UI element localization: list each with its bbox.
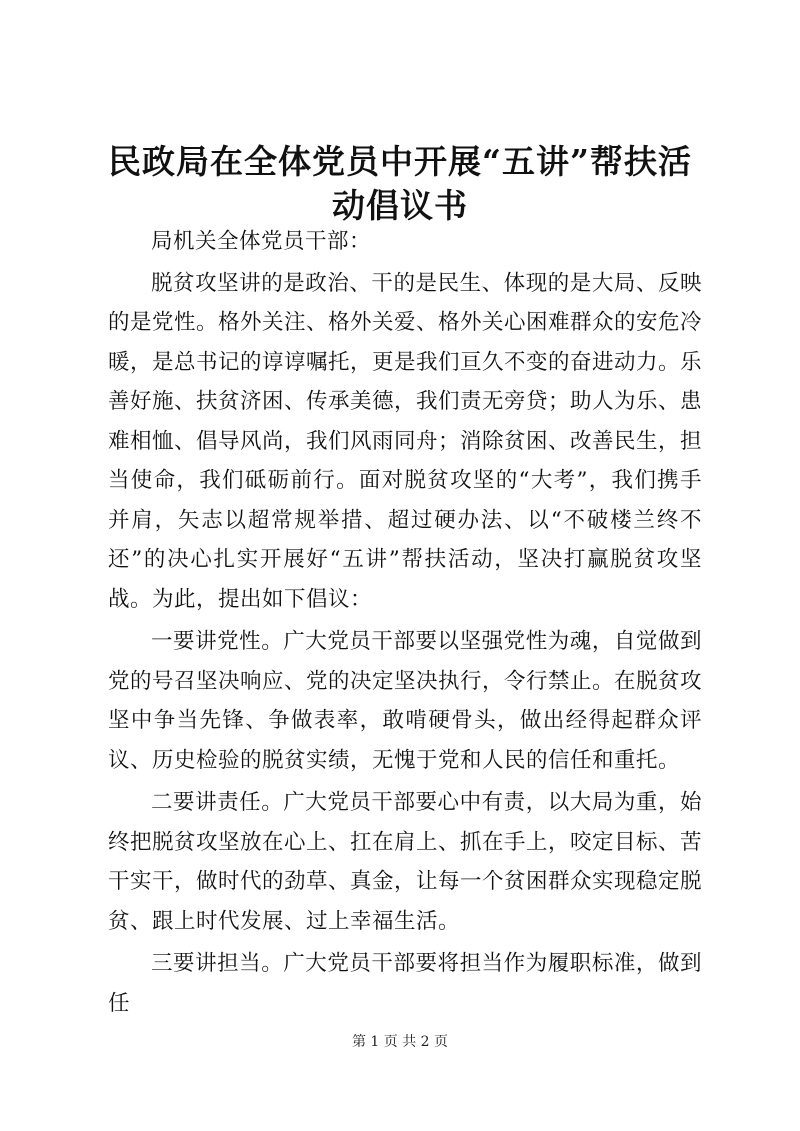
paragraph-point-3: 三要讲担当。广大党员干部要将担当作为履职标准，做到任: [108, 951, 702, 1016]
paragraph-intro: 脱贫攻坚讲的是政治、干的是民生、体现的是大局、反映的是党性。格外关注、格外关爱、格外关心困难群众的安危冷暖，是总书记的谆谆嘱托，更是我们亘久不变的奋进动力。乐善好施、扶贫济困、传承美德，我们责无旁贷；助人为乐、患难相恤、倡导风尚，我们风雨同舟；消除贫困、改善民生，担当使命，我们砥砺前行。面对脱贫攻坚的“大考”，我们携手并肩，矢志以超常规举措、超过硬办法、以“不破楼兰终不还”的决心扎实开展好“五讲”帮扶活动，坚决打赢脱贫攻坚战。为此，提出如下倡议：: [108, 270, 703, 612]
salutation: 局机关全体党员干部：: [151, 229, 372, 254]
paragraph-point-2: 二要讲责任。广大党员干部要心中有责，以大局为重，始终把脱贫攻坚放在心上、扛在肩上、抓在手上，咬定目标、苦干实干，做时代的劲草、真金，让每一个贫困群众实现稳定脱贫、跟上时代发展、过上幸福生活。: [108, 790, 703, 934]
document-title: 民政局在全体党员中开展“五讲”帮扶活动倡议书: [108, 142, 692, 225]
paragraph-point-1: 一要讲党性。广大党员干部要以坚强党性为魂，自觉做到党的号召坚决响应、党的决定坚决执行，令行禁止。在脱贫攻坚中争当先锋、争做表率，敢啃硬骨头，做出经得起群众评议、历史检验的脱贫实绩，无愧于党和人民的信任和重托。: [108, 629, 703, 773]
page-number-footer: 第 1 页 共 2 页: [351, 1034, 449, 1050]
document-body: [108, 222, 702, 1023]
